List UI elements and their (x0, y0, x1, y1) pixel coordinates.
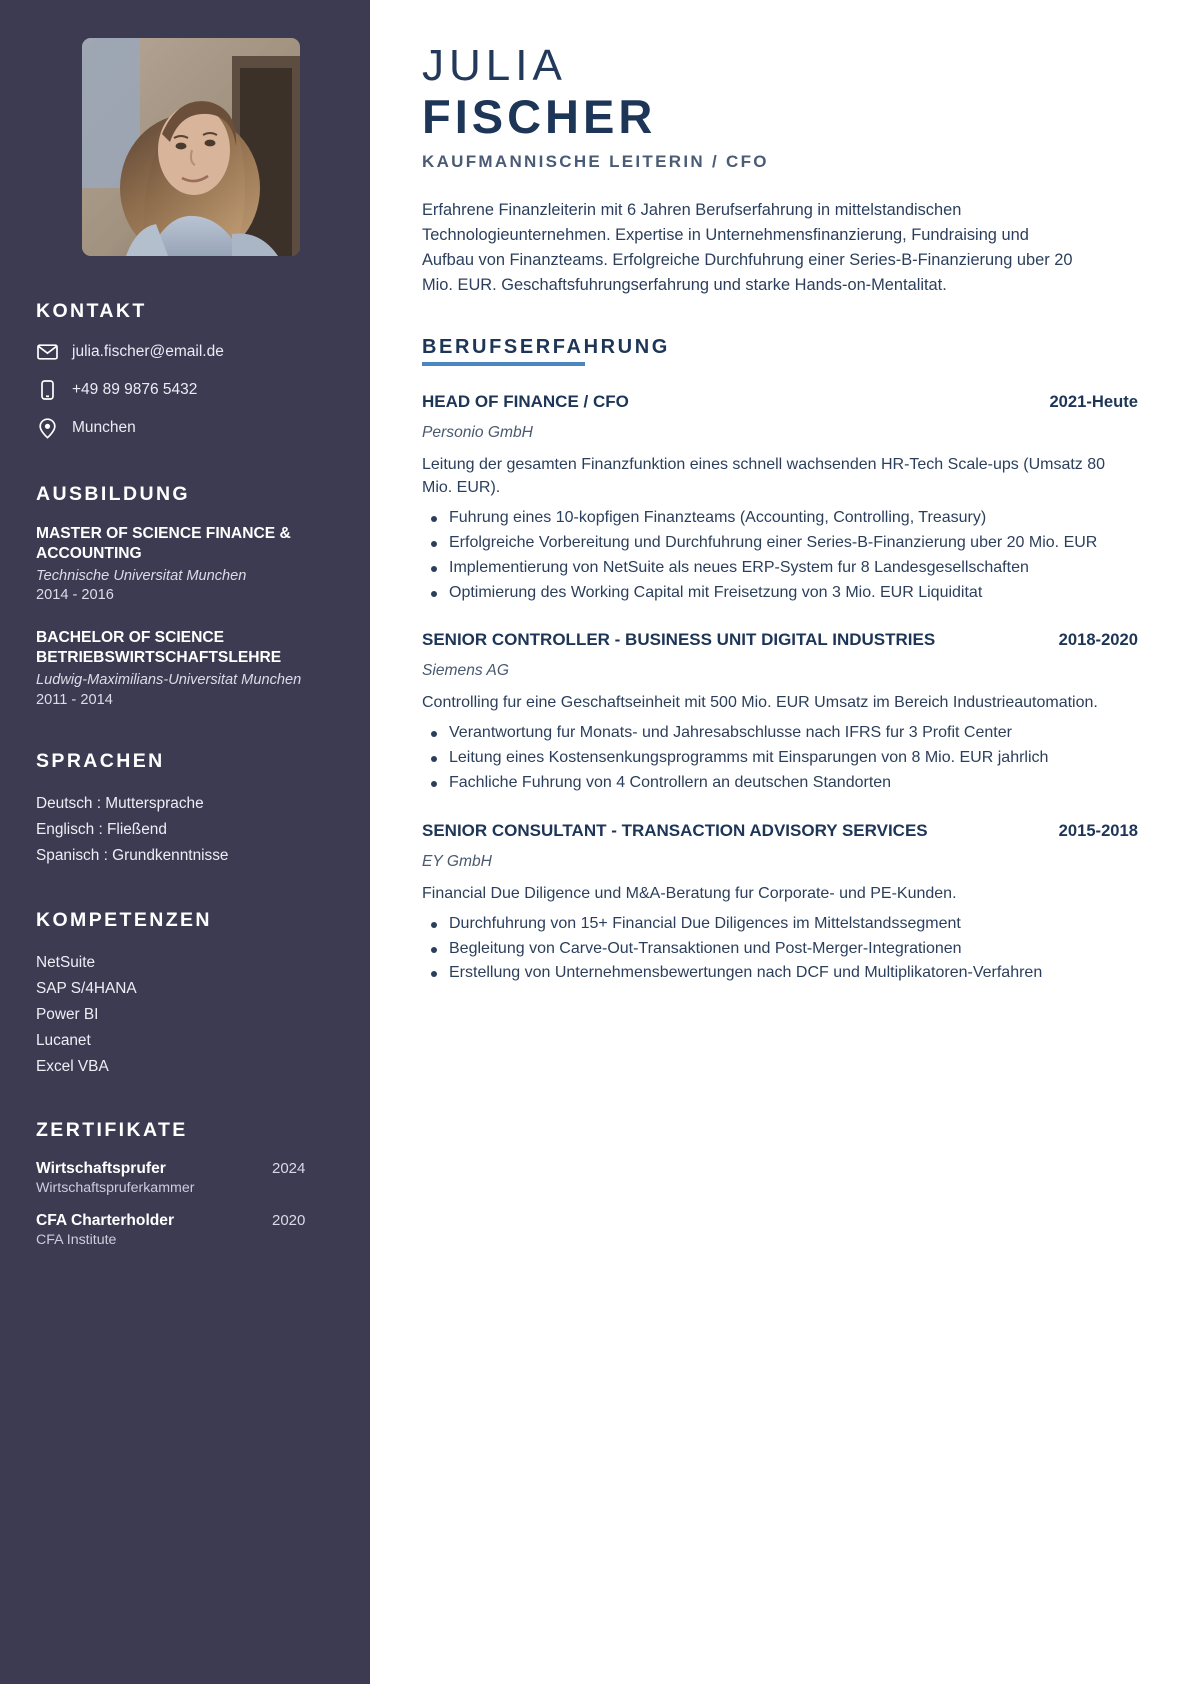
experience-bullet: Begleitung von Carve-Out-Transaktionen und Post-Merger-Integrationen (422, 938, 1138, 961)
contact-phone[interactable] (36, 379, 336, 401)
education-school: Technische Universitat Munchen (36, 567, 247, 584)
main-content (370, 0, 1190, 1684)
experience-bullet: Optimierung des Working Capital mit Freisetzung von 3 Mio. EUR Liquiditat (422, 582, 1138, 605)
experience-description: Controlling fur eine Geschaftseinheit mit 500 Mio. EUR Umsatz im Bereich Industrieautomation. (422, 694, 1098, 712)
experience-item (422, 630, 1138, 794)
certificate-name: CFA Charterholder (36, 1212, 175, 1230)
location-pin-icon (36, 417, 58, 439)
skill-item: SAP S/4HANA (36, 979, 137, 997)
envelope-icon (36, 341, 58, 363)
language-item: Englisch : Fließend (36, 821, 167, 839)
experience-item (422, 392, 1138, 604)
skill-item: Excel VBA (36, 1057, 109, 1075)
education-degree: MASTER OF SCIENCE FINANCE & ACCOUNTING (36, 525, 291, 563)
contact-location-text: Munchen (72, 419, 136, 436)
experience-date: 2021-Heute (1049, 392, 1138, 412)
contact-heading: KONTAKT (36, 300, 147, 322)
experience-bullet: Implementierung von NetSuite als neues ERP-System fur 8 Landesgesellschaften (422, 557, 1138, 580)
languages-heading: SPRACHEN (36, 750, 165, 773)
experience-section-heading: BERUFSERFAHRUNG (422, 336, 670, 366)
education-degree: BACHELOR OF SCIENCE BETRIEBSWIRTSCHAFTSLEHRE (36, 629, 282, 667)
contact-phone-text: +49 89 9876 5432 (72, 381, 198, 398)
skill-item: Power BI (36, 1005, 99, 1023)
education-item (36, 524, 336, 606)
education-item (36, 628, 336, 710)
profile-photo (82, 38, 300, 256)
skills-heading: KOMPETENZEN (36, 909, 212, 932)
contact-email[interactable] (36, 341, 336, 363)
experience-bullet: Durchfuhrung von 15+ Financial Due Diligences im Mittelstandssegment (422, 913, 1138, 936)
experience-role: SENIOR CONSULTANT - TRANSACTION ADVISORY SERVICES (422, 820, 928, 840)
education-years: 2014 - 2016 (36, 587, 114, 604)
sidebar (0, 0, 370, 1684)
experience-item (422, 821, 1138, 985)
experience-bullet: Verantwortung fur Monats- und Jahresabschlusse nach IFRS fur 3 Profit Center (422, 722, 1138, 745)
experience-bullet: Fuhrung eines 10-kopfigen Finanzteams (Accounting, Controlling, Treasury) (422, 507, 1138, 530)
certificate-issuer: CFA Institute (36, 1232, 117, 1249)
experience-role: SENIOR CONTROLLER - BUSINESS UNIT DIGITAL INDUSTRIES (422, 630, 936, 650)
experience-company: Siemens AG (422, 662, 509, 680)
experience-bullet: Erfolgreiche Vorbereitung und Durchfuhrung einer Series-B-Finanzierung uber 20 Mio. EUR (422, 532, 1138, 555)
education-school: Ludwig-Maximilians-Universitat Munchen (36, 671, 302, 688)
experience-description: Financial Due Diligence und M&A-Beratung fur Corporate- und PE-Kunden. (422, 884, 957, 902)
experience-company: EY GmbH (422, 852, 492, 870)
certificate-issuer: Wirtschaftspruferkammer (36, 1180, 195, 1197)
certificate-year: 2020 (272, 1212, 306, 1230)
experience-role: HEAD OF FINANCE / CFO (422, 392, 629, 412)
first-name: JULIA (422, 41, 567, 90)
certificate-name: Wirtschaftsprufer (36, 1160, 166, 1178)
education-years: 2011 - 2014 (36, 691, 113, 708)
skill-item: NetSuite (36, 954, 96, 972)
experience-bullet: Erstellung von Unternehmensbewertungen nach DCF und Multiplikatoren-Verfahren (422, 962, 1138, 985)
language-item: Spanisch : Grundkenntnisse (36, 847, 229, 865)
certificates-heading: ZERTIFIKATE (36, 1119, 188, 1142)
experience-company: Personio GmbH (422, 424, 533, 442)
experience-date: 2015-2018 (1058, 820, 1138, 840)
contact-email-text: julia.fischer@email.de (72, 343, 224, 360)
skill-item: Lucanet (36, 1031, 91, 1049)
education-heading: AUSBILDUNG (36, 483, 190, 505)
phone-icon (36, 379, 58, 401)
last-name: FISCHER (422, 89, 657, 143)
experience-bullet: Fachliche Fuhrung von 4 Controllern an deutschen Standorten (422, 772, 1138, 795)
language-item: Deutsch : Muttersprache (36, 795, 204, 813)
experience-bullets (422, 722, 1138, 794)
experience-bullets (422, 507, 1138, 604)
experience-bullet: Leitung eines Kostensenkungsprogramms mit Einsparungen von 8 Mio. EUR jahrlich (422, 747, 1138, 770)
experience-date: 2018-2020 (1058, 630, 1138, 650)
contact-location[interactable] (36, 417, 336, 439)
certificate-item (36, 1160, 336, 1196)
certificate-year: 2024 (272, 1160, 306, 1178)
professional-summary: Erfahrene Finanzleiterin mit 6 Jahren Berufserfahrung in mittelstandischen Technologieunternehmen. Expertise in Unternehmensfinanzierung, Fundraising und Aufbau von Finanzteams. Erfolgreiche Durchfuhrung einer Series-B-Finanzierung uber 20 Mio. EUR. Geschaftsfuhrungserfahrung und starke Hands-on-Mentalitat. (422, 201, 1073, 295)
experience-description: Leitung der gesamten Finanzfunktion eines schnell wachsenden HR-Tech Scale-ups (Umsatz 80 Mio. EUR). (422, 456, 1106, 497)
experience-bullets (422, 913, 1138, 985)
headline-job-title: KAUFMANNISCHE LEITERIN / CFO (422, 152, 769, 172)
certificate-item (36, 1212, 336, 1248)
